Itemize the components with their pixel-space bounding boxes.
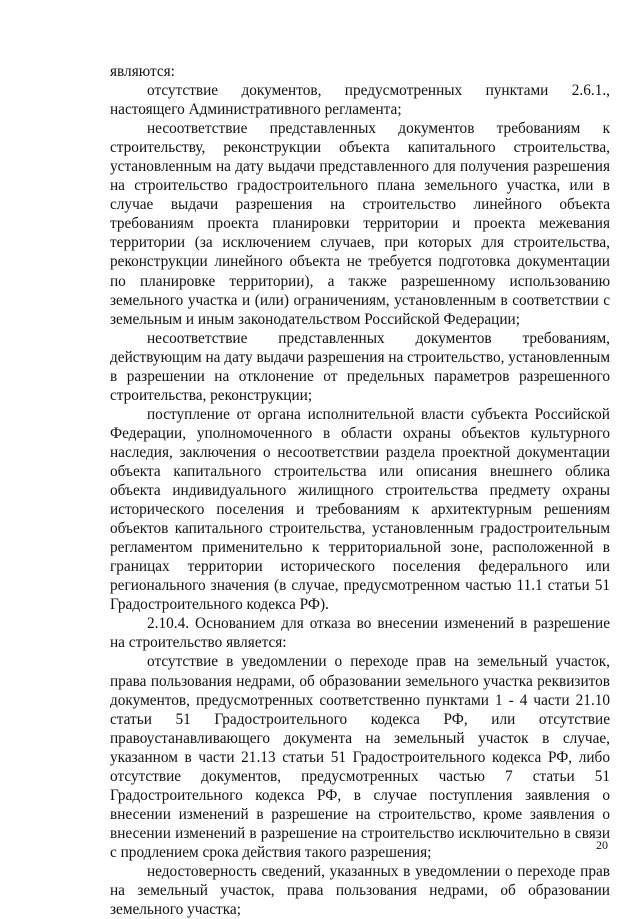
document-body — [110, 62, 610, 919]
paragraph-heritage-conclusion: поступление от органа исполнительной власти субъекта Российской Федерации, уполномоченного в области охраны объектов культурного наследия, заключения о несоответствии раздела проектной документации объекта капитального строительства или описания внешнего облика объекта индивидуального жилищного строительства предмету охраны исторического поселения и требованиям к архитектурным решениям объектов капитального строительства, установленным градостроительным регламентом применительно к территориальной зоне, расположенной в границах территории исторического поселения федерального или регионального значения (в случае, предусмотренном частью 11.1 статьи 51 Градостроительного кодекса РФ). — [110, 405, 610, 614]
paragraph-nonconformity-deviation: несоответствие представленных документов требованиям, действующим на дату выдачи разрешения на строительство, установленным в разрешении на отклонение от предельных параметров разрешенного строительства, реконструкции; — [110, 329, 610, 404]
paragraph-missing-documents: отсутствие документов, предусмотренных пунктами 2.6.1., настоящего Административного регламента; — [110, 82, 610, 119]
paragraph-nonconformity-requirements: несоответствие представленных документов требованиям к строительству, реконструкции объекта капитального строительства, установленным на дату выдачи представленного для получения разрешения на строительство градостроительного плана земельного участка, или в случае выдачи разрешения на строительство линейного объекта требованиям проекта планировки территории и проекта межевания территории (за исключением случаев, при которых для строительства, реконструкции линейного объекта не требуется подготовка документации по планировке территории), а также разрешенному использованию земельного участка и (или) ограничениям, установленным в соответствии с земельным и иным законодательством Российской Федерации; — [110, 120, 610, 328]
paragraph-clause-2-10-4: 2.10.4. Основанием для отказа во внесении изменений в разрешение на строительство является: — [110, 615, 610, 652]
page-number: 20 — [596, 838, 608, 852]
paragraph-missing-requisites: отсутствие в уведомлении о переходе прав на земельный участок, права пользования недрами, об образовании земельного участка реквизитов документов, предусмотренных соответственно пунктами 1 - 4 части 21.10 статьи 51 Градостроительного кодекса РФ, или отсутствие правоустанавливающего документа на земельный участок в случае, указанном в части 21.13 статьи 51 Градостроительного кодекса РФ, либо отсутствие документов, предусмотренных частью 7 статьи 51 Градостроительного кодекса РФ, в случае поступления заявления о внесении изменений в разрешение на строительство, кроме заявления о внесении изменений в разрешение на строительство исключительно в связи с продлением срока действия такого разрешения; — [110, 653, 610, 861]
paragraph-unreliable-information: недостоверность сведений, указанных в уведомлении о переходе прав на земельный участок, права пользования недрами, об образовании земельного участка; — [110, 862, 610, 919]
paragraph-continuation: являются: — [110, 63, 175, 80]
